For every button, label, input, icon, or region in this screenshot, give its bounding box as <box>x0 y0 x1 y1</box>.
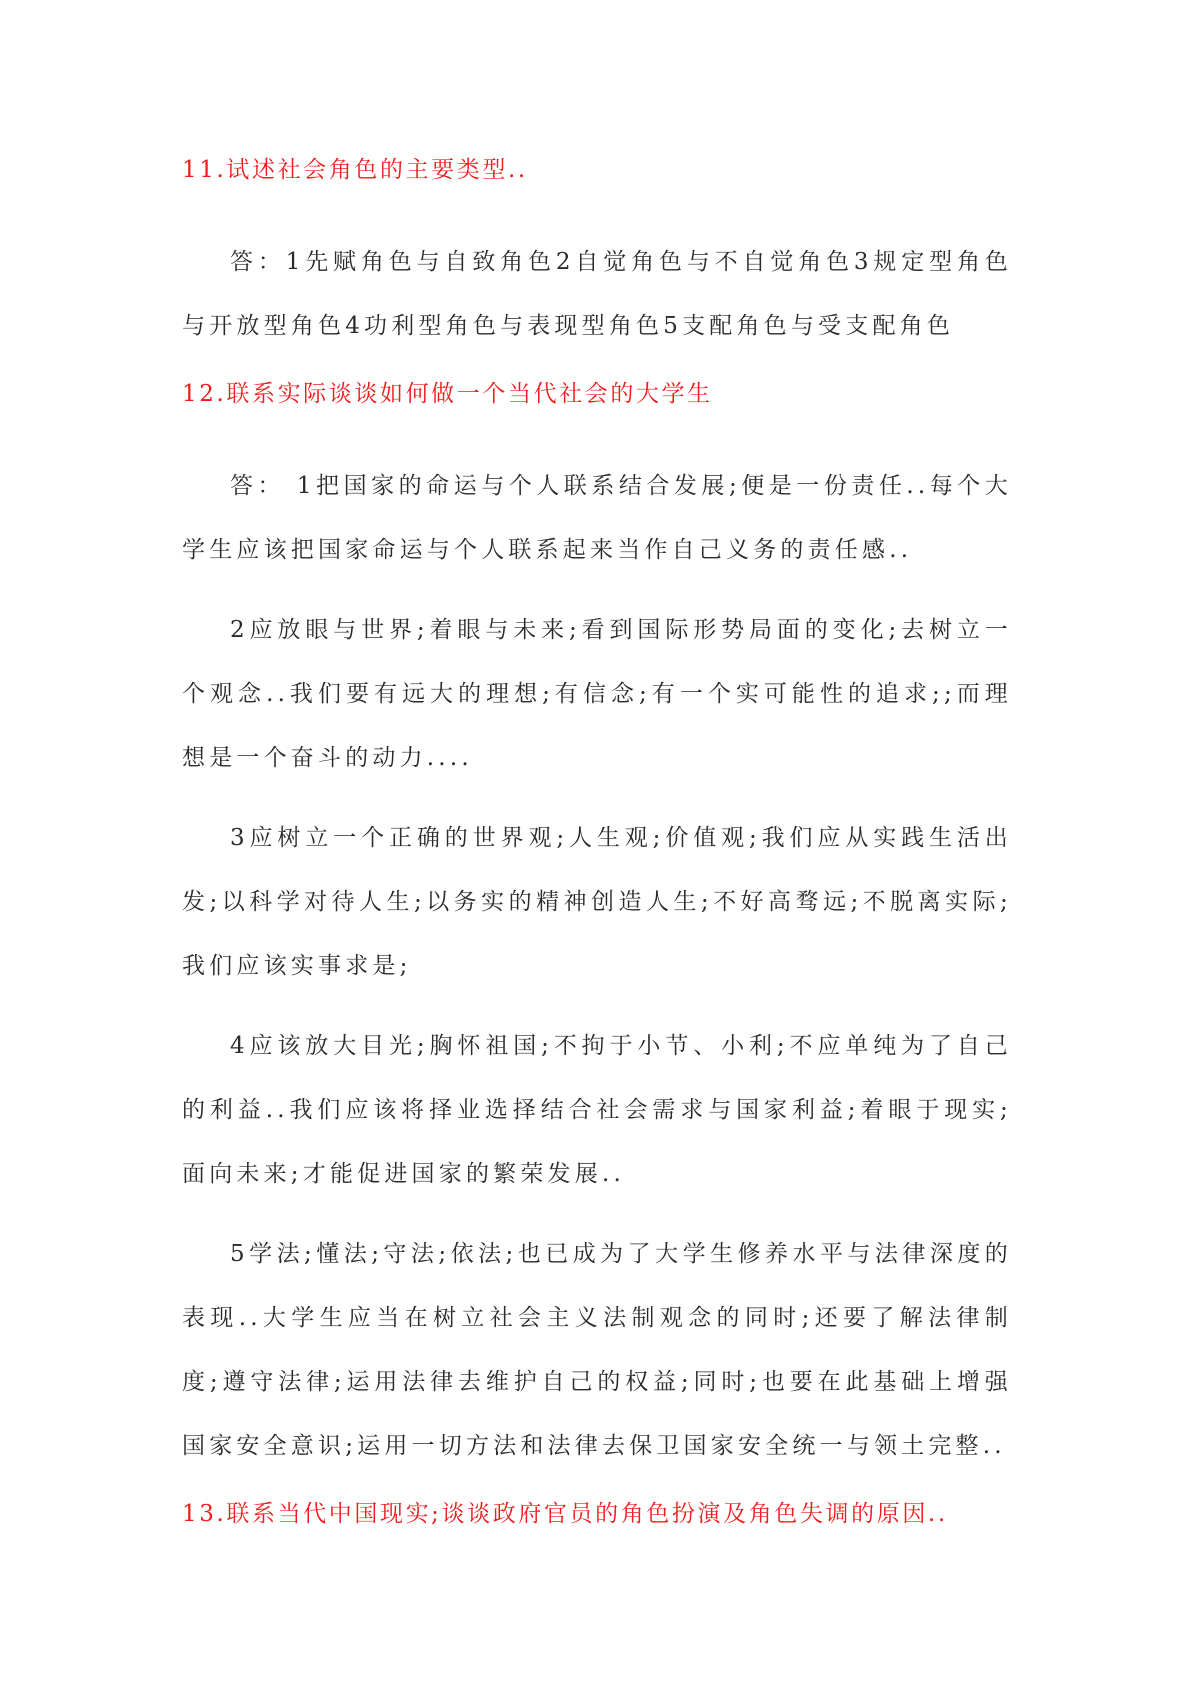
question-12-heading: 12.联系实际谈谈如何做一个当代社会的大学生 <box>182 381 713 407</box>
question-12-answer-4: 4应该放大目光;胸怀祖国;不拘于小节、小利;不应单纯为了自己的利益..我们应该将择业选择结合社会需求与国家利益;着眼于现实;面向未来;才能促进国家的繁荣发展.. <box>182 1033 1012 1187</box>
question-12-answer-5: 5学法;懂法;守法;依法;也已成为了大学生修养水平与法律深度的表现..大学生应当在树立社会主义法制观念的同时;还要了解法律制度;遵守法律;运用法律去维护自己的权益;同时;也要在此基础上增强国家安全意识;运用一切方法和法律去保卫国家安全统一与领土完整.. <box>182 1241 1012 1459</box>
question-13-heading: 13.联系当代中国现实;谈谈政府官员的角色扮演及角色失调的原因.. <box>182 1501 948 1527</box>
question-11-answer: 答：1先赋角色与自致角色2自觉角色与不自觉角色3规定型角色与开放型角色4功利型角色与表现型角色5支配角色与受支配角色 <box>182 249 1012 339</box>
question-12-answer-2: 2应放眼与世界;着眼与未来;看到国际形势局面的变化;去树立一个观念..我们要有远大的理想;有信念;有一个实可能性的追求;;而理想是一个奋斗的动力.... <box>182 617 1012 771</box>
question-12-answer-3: 3应树立一个正确的世界观;人生观;价值观;我们应从实践生活出发;以科学对待人生;以务实的精神创造人生;不好高骛远;不脱离实际;我们应该实事求是; <box>182 825 1012 979</box>
document-content <box>182 150 1012 1534</box>
question-12-answer-1: 答： 1把国家的命运与个人联系结合发展;便是一份责任..每个大学生应该把国家命运与个人联系起来当作自己义务的责任感.. <box>182 473 1012 563</box>
question-11-heading: 11.试述社会角色的主要类型.. <box>182 157 528 183</box>
